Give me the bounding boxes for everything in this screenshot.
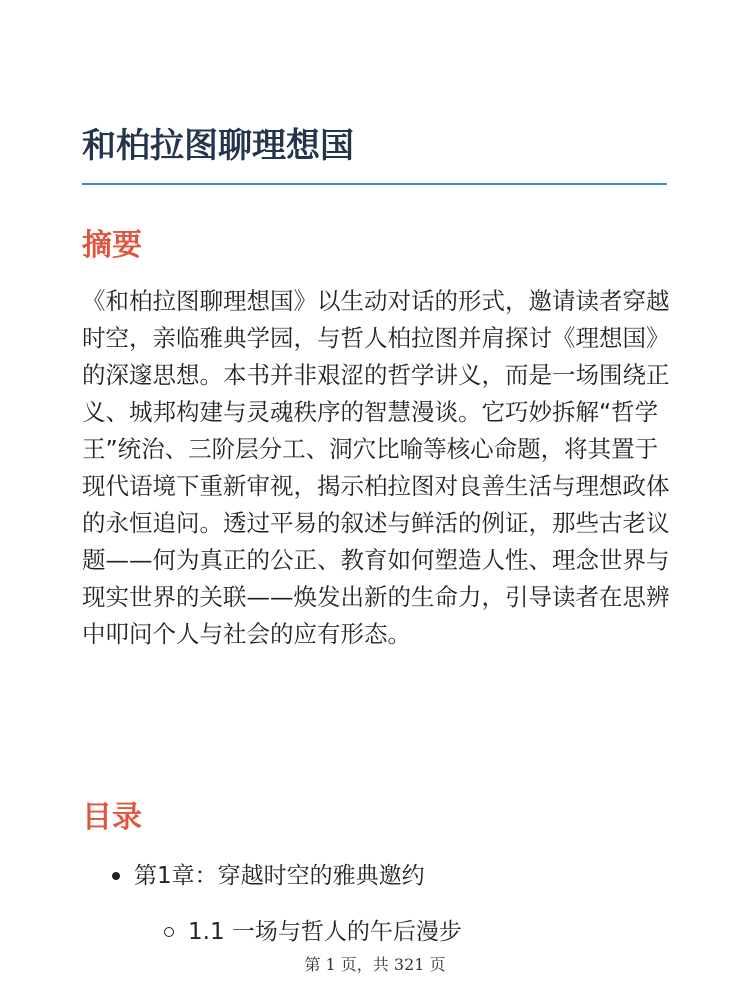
toc-item-chapter-1[interactable] [82,858,462,894]
abstract-heading: 摘要 [82,228,142,263]
hollow-bullet-icon [164,927,174,937]
page-number-footer: 第 1 页，共 321 页 [304,955,446,974]
toc-item-label: 1.1 一场与哲人的午后漫步 [188,919,462,945]
toc-item-section-1-1[interactable] [82,914,462,950]
filled-bullet-icon [112,872,120,880]
title-divider [82,183,667,185]
book-title: 和柏拉图聊理想国 [82,126,354,166]
abstract-body: 《和柏拉图聊理想国》以生动对话的形式，邀请读者穿越时空，亲临雅典学园，与哲人柏拉图并肩探讨《理想国》的深邃思想。本书并非艰涩的哲学讲义，而是一场围绕正义、城邦构建与灵魂秩序的智慧漫谈。它巧妙拆解“哲学王”统治、三阶层分工、洞穴比喻等核心命题，将其置于现代语境下重新审视，揭示柏拉图对良善生活与理想政体的永恒追问。透过平易的叙述与鲜活的例证，那些古老议题——何为真正的公正、教育如何塑造人性、理念世界与现实世界的关联——焕发出新的生命力，引导读者在思辨中叩问个人与社会的应有形态。 [82,287,670,648]
toc-list [82,858,462,950]
toc-heading: 目录 [82,800,142,835]
toc-item-label: 第1章：穿越时空的雅典邀约 [134,863,425,889]
